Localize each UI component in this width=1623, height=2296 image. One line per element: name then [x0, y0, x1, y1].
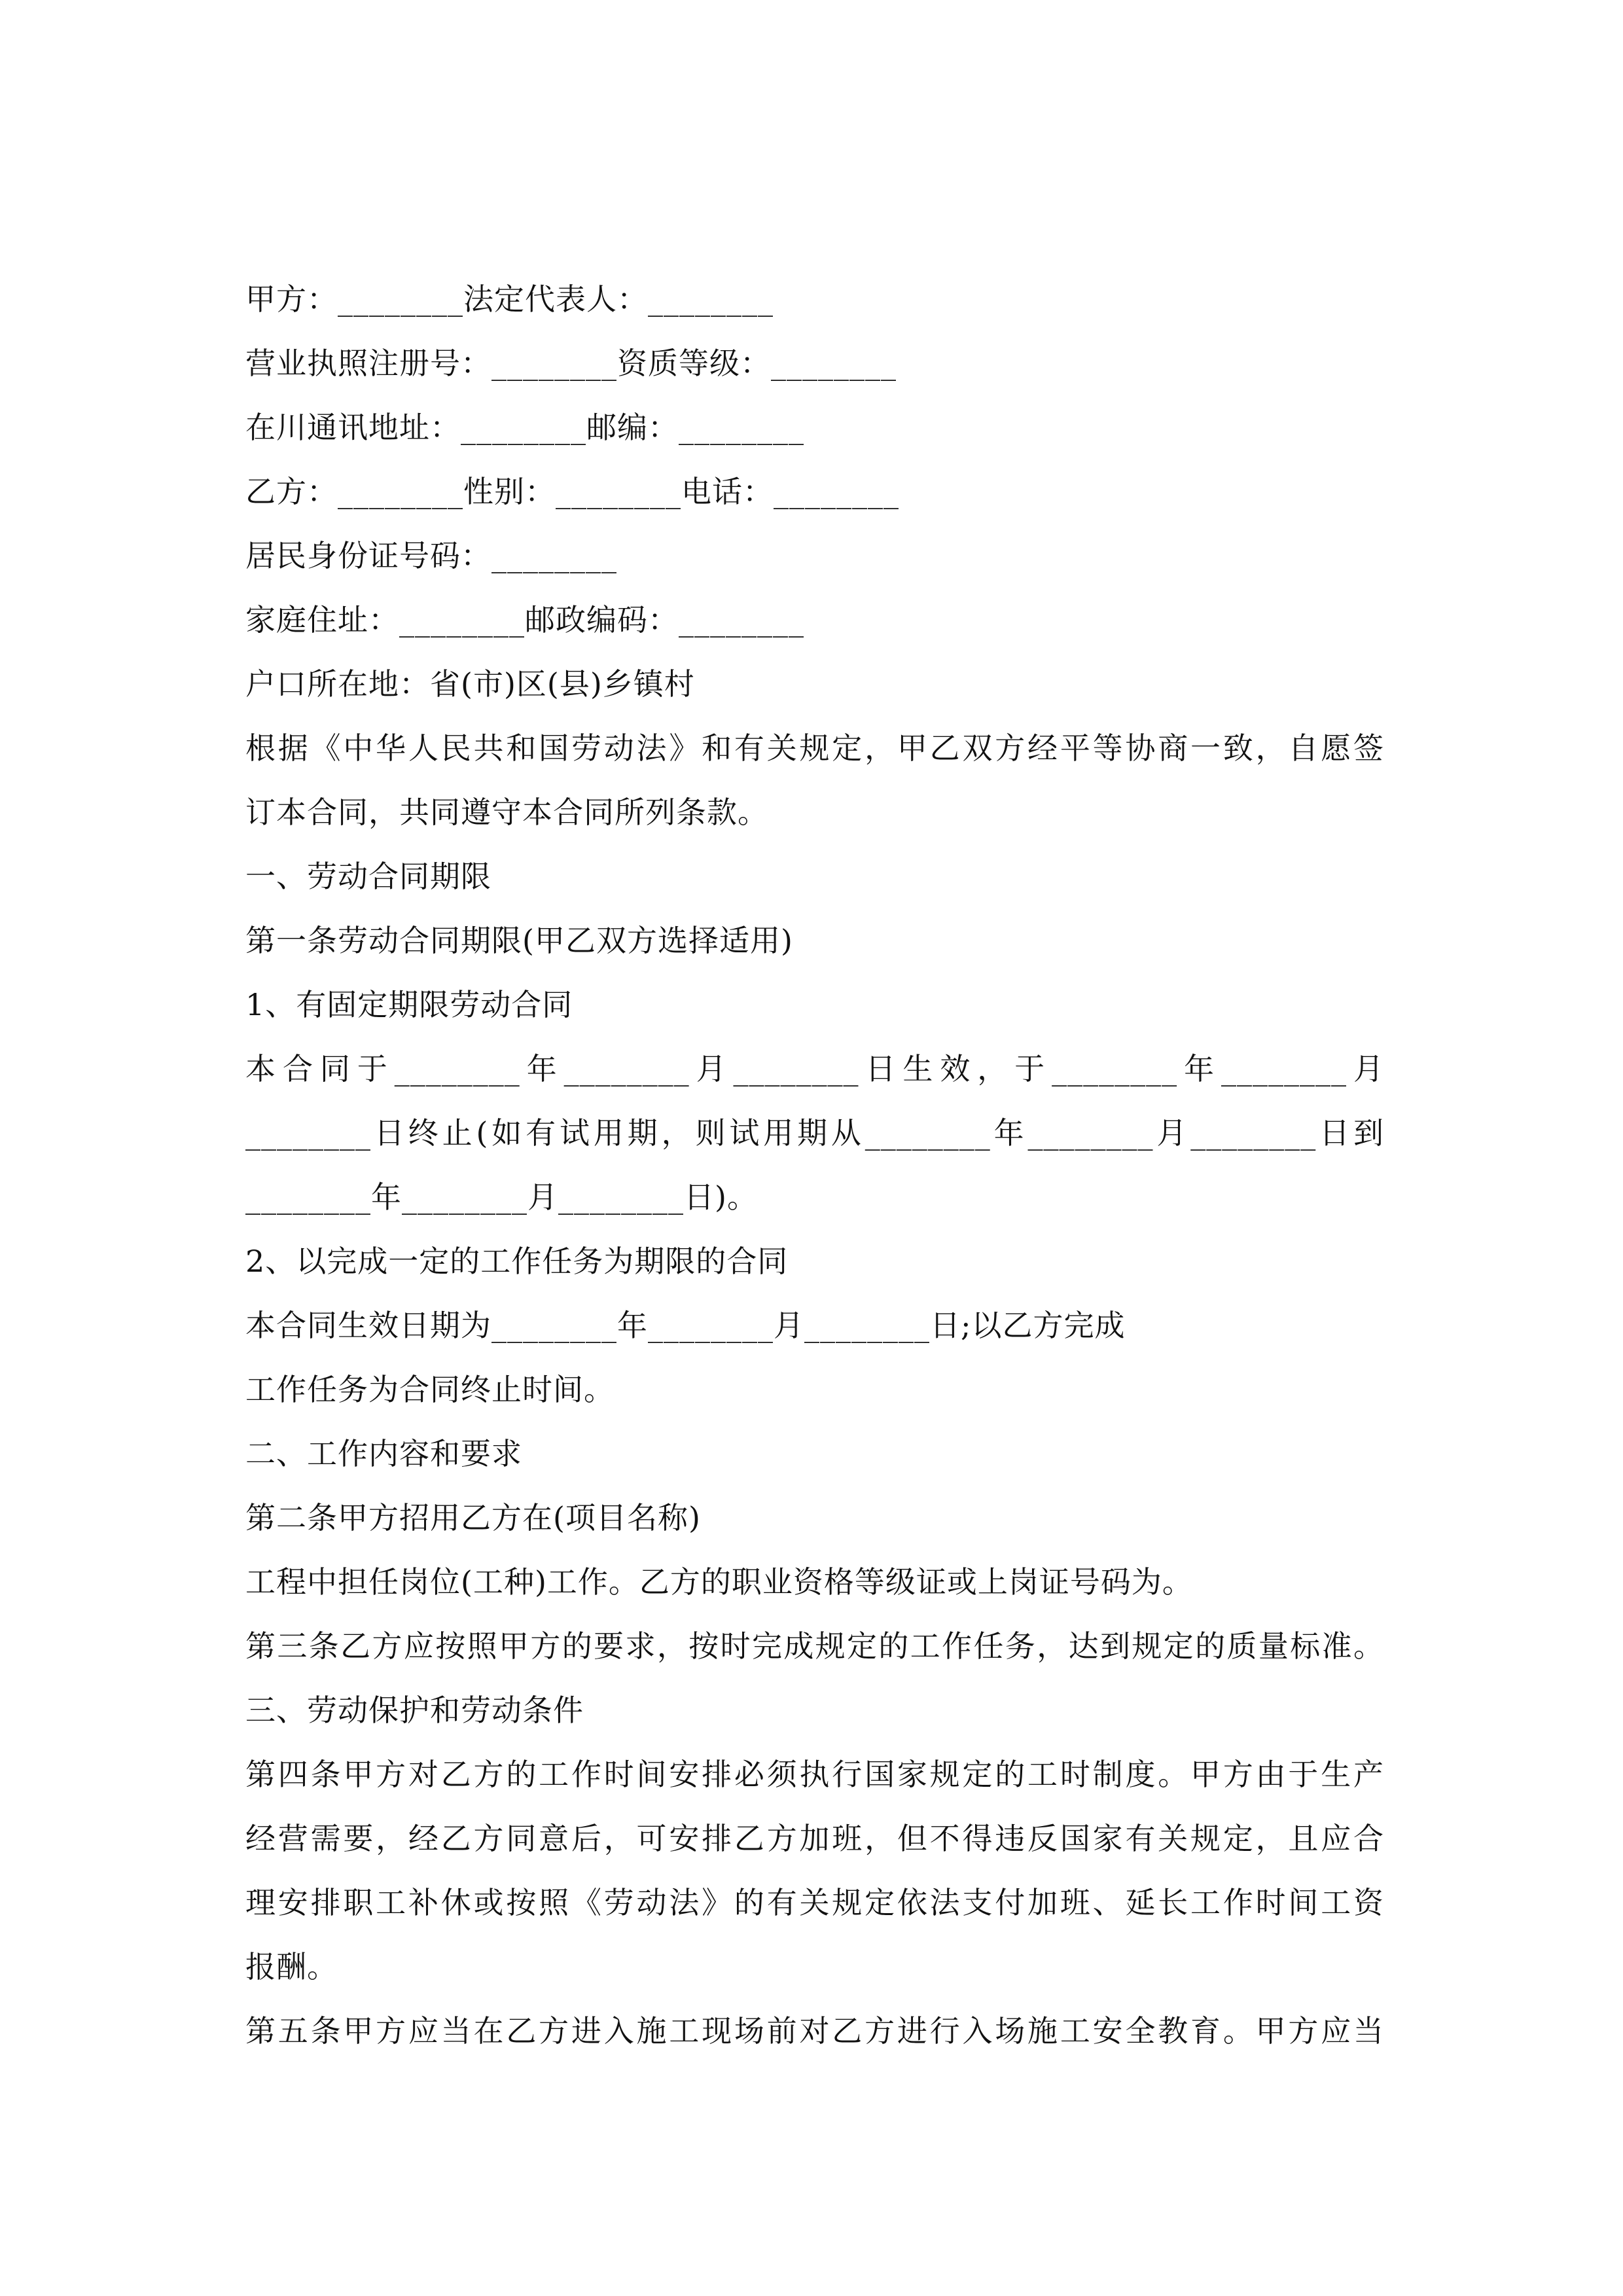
preamble-line-2: 订本合同，共同遵守本合同所列条款。	[245, 795, 768, 830]
article-4-line-2: 经营需要，经乙方同意后，可安排乙方加班，但不得违反国家有关规定，且应合	[245, 1821, 1384, 1856]
party-a-address-line: 在川通讯地址：________邮编：________	[245, 410, 804, 445]
fixed-term-heading: 1、有固定期限劳动合同	[245, 987, 573, 1022]
section-1-heading: 一、劳动合同期限	[245, 859, 491, 894]
article-2-line-1: 第二条甲方招用乙方在(项目名称)	[245, 1500, 701, 1535]
party-b-line: 乙方：________性别：________电话：________	[245, 474, 899, 509]
household-registration-line: 户口所在地：省(市)区(县)乡镇村	[245, 666, 695, 702]
task-based-dates-line: 本合同生效日期为________年________月________日;以乙方完成	[245, 1308, 1126, 1343]
task-based-end-line: 工作任务为合同终止时间。	[245, 1372, 615, 1407]
business-license-line: 营业执照注册号：________资质等级：________	[245, 346, 897, 381]
article-4-line-1: 第四条甲方对乙方的工作时间安排必须执行国家规定的工时制度。甲方由于生产	[245, 1757, 1384, 1792]
contract-body	[245, 267, 1384, 2063]
article-3-line: 第三条乙方应按照甲方的要求，按时完成规定的工作任务，达到规定的质量标准。	[245, 1628, 1384, 1664]
article-5-line-1: 第五条甲方应当在乙方进入施工现场前对乙方进行入场施工安全教育。甲方应当	[245, 2013, 1384, 2049]
article-1-title: 第一条劳动合同期限(甲乙双方选择适用)	[245, 923, 793, 958]
section-2-heading: 二、工作内容和要求	[245, 1436, 522, 1471]
id-number-line: 居民身份证号码：________	[245, 538, 617, 573]
preamble-line-1: 根据《中华人民共和国劳动法》和有关规定，甲乙双方经平等协商一致，自愿签	[245, 730, 1384, 766]
article-2-line-2: 工程中担任岗位(工种)工作。乙方的职业资格等级证或上岗证号码为。	[245, 1564, 1193, 1600]
article-4-line-3: 理安排职工补休或按照《劳动法》的有关规定依法支付加班、延长工作时间工资	[245, 1885, 1384, 1920]
fixed-term-dates-line-3: ________年________月________日)。	[245, 1179, 758, 1215]
party-a-line: 甲方：________法定代表人：________	[245, 281, 774, 317]
article-4-line-4: 报酬。	[245, 1949, 338, 1984]
fixed-term-dates-line-1: 本合同于________年________月________日生效，于________年________月	[245, 1051, 1384, 1086]
task-based-heading: 2、以完成一定的工作任务为期限的合同	[245, 1244, 789, 1279]
home-address-line: 家庭住址：________邮政编码：________	[245, 602, 804, 637]
fixed-term-dates-line-2: ________日终止(如有试用期，则试用期从________年________月________日到	[245, 1115, 1384, 1151]
section-3-heading: 三、劳动保护和劳动条件	[245, 1693, 584, 1728]
